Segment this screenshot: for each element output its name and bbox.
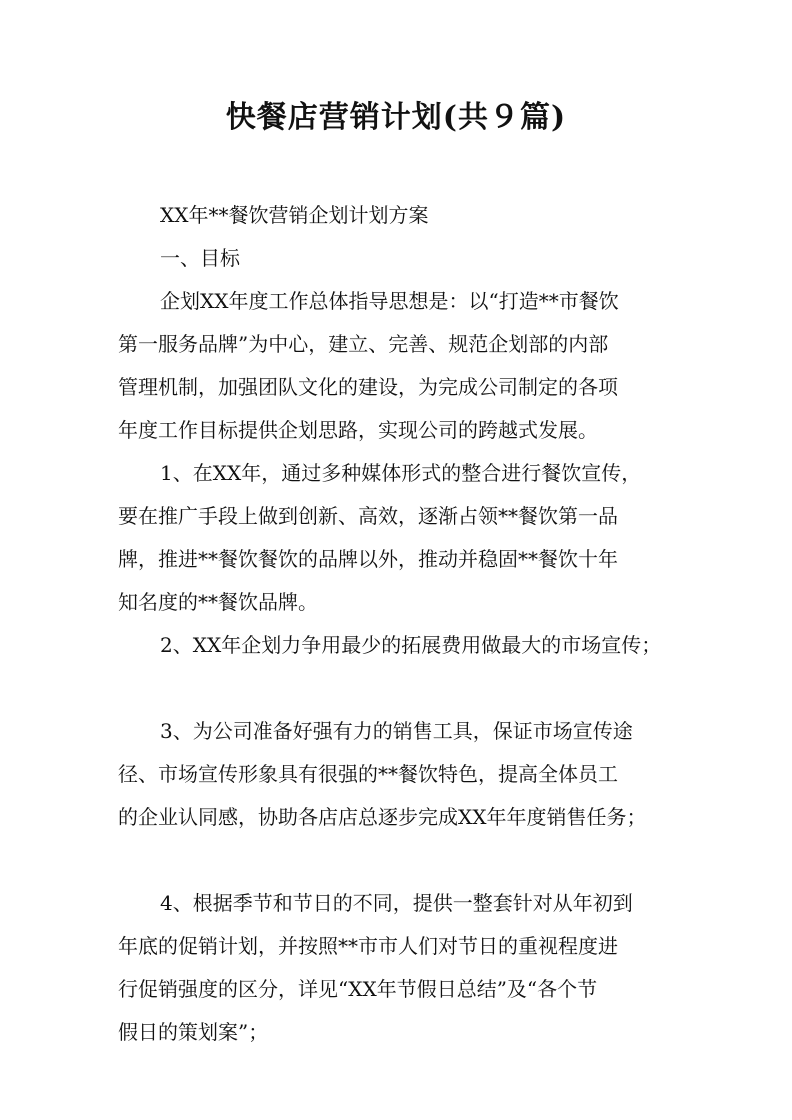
paragraph-line: 要在推广手段上做到创新、高效，逐渐占领**餐饮第一品 [118, 504, 618, 528]
paragraph-line: 2、XX年企划力争用最少的拓展费用做最大的市场宣传； [160, 633, 662, 657]
paragraph-spacer [118, 667, 693, 710]
paragraph-line: 行促销强度的区分，详见“XX年节假日总结”及“各个节 [118, 977, 598, 1001]
paragraph-line: 知名度的**餐饮品牌。 [118, 590, 318, 614]
paragraph-line: 3、为公司准备好强有力的销售工具，保证市场宣传途 [160, 719, 633, 743]
paragraph-item-3 [118, 710, 693, 839]
paragraph-intro [118, 280, 693, 452]
plan-heading: XX年**餐饮营销企划计划方案 [160, 203, 429, 227]
paragraph-item-4 [118, 882, 693, 1054]
document-title: 快餐店营销计划(共９篇) [225, 100, 567, 135]
paragraph-line: 1、在XX年，通过多种媒体形式的整合进行餐饮宣传， [160, 461, 642, 485]
paragraph-line: 牌，推进**餐饮餐饮的品牌以外，推动并稳固**餐饮十年 [118, 547, 618, 571]
document-body [118, 194, 693, 1054]
paragraph-item-1 [118, 452, 693, 624]
paragraph-line: 企划XX年度工作总体指导思想是：以“打造**市餐饮 [160, 289, 619, 313]
paragraph-line: 4、根据季节和节日的不同，提供一整套针对从年初到 [160, 891, 633, 915]
paragraph-line: 径、市场宣传形象具有很强的**餐饮特色，提高全体员工 [118, 762, 618, 786]
paragraph-line: 第一服务品牌”为中心，建立、完善、规范企划部的内部 [118, 332, 609, 356]
paragraph-line: 的企业认同感，协助各店店总逐步完成XX年年度销售任务； [118, 805, 647, 829]
paragraph-item-2 [118, 624, 693, 667]
section-heading-goals: 一、目标 [160, 246, 240, 270]
paragraph-line: 管理机制，加强团队文化的建设，为完成公司制定的各项 [118, 375, 618, 399]
paragraph-line: 假日的策划案”； [118, 1020, 269, 1044]
paragraph-line: 年底的促销计划，并按照**市市人们对节日的重视程度进 [118, 934, 618, 958]
paragraph-spacer [118, 839, 693, 882]
paragraph-line: 年度工作目标提供企划思路，实现公司的跨越式发展。 [118, 418, 598, 442]
